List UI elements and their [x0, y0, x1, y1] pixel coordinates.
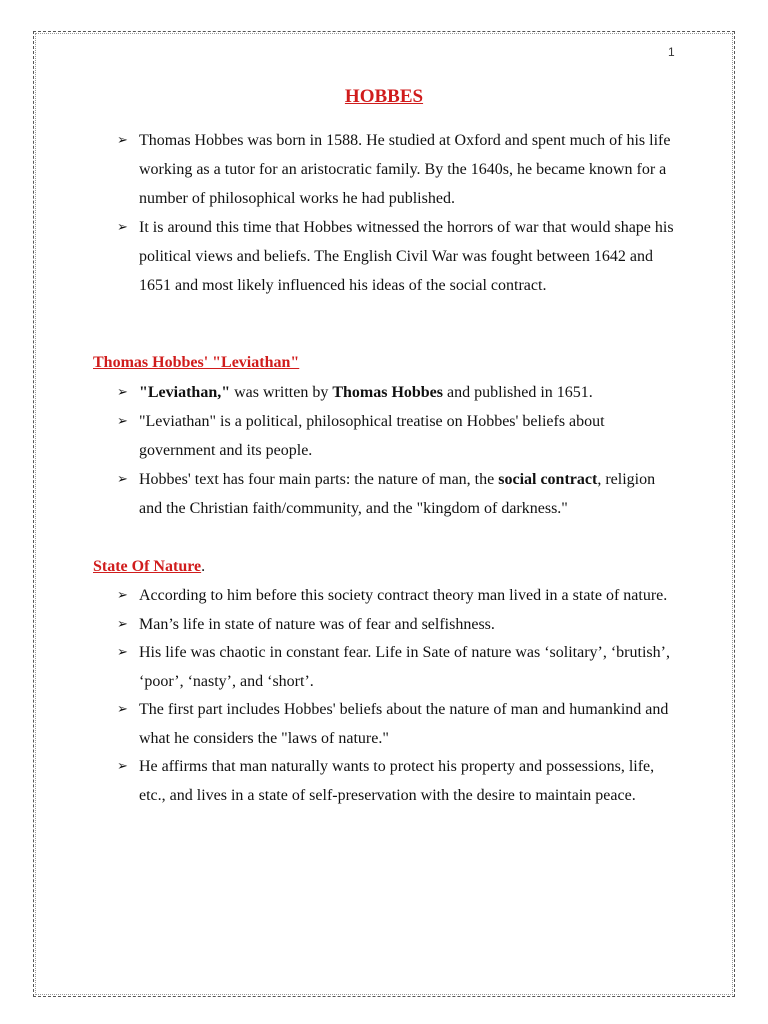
arrow-bullet-icon: ➢ — [117, 588, 128, 603]
list-item: ➢ The first part includes Hobbes' beliefs about the nature of man and humankind and what he considers the "laws of nature." — [117, 696, 677, 753]
list-item: ➢ Man’s life in state of nature was of fear and selfishness. — [117, 611, 677, 640]
list-item: ➢ It is around this time that Hobbes witnessed the horrors of war that would shape his political views and beliefs. The English Civil War was fought between 1642 and 1651 and most likely influenced his ideas of the social contract. — [117, 213, 677, 300]
arrow-bullet-icon: ➢ — [117, 133, 128, 148]
section-heading-state-of-nature: State Of Nature. — [93, 558, 206, 575]
arrow-bullet-icon: ➢ — [117, 645, 128, 660]
page-number: 1 — [668, 45, 675, 59]
arrow-bullet-icon: ➢ — [117, 702, 128, 717]
list-item: ➢ He affirms that man naturally wants to protect his property and possessions, life, etc., and lives in a state of self-preservation with the desire to maintain peace. — [117, 753, 677, 810]
arrow-bullet-icon: ➢ — [117, 414, 128, 429]
document-title: HOBBES — [344, 86, 424, 107]
intro-list — [117, 126, 677, 300]
section-heading-leviathan: Thomas Hobbes' "Leviathan" — [93, 354, 300, 371]
leviathan-list — [117, 378, 677, 523]
list-item: ➢ "Leviathan," was written by Thomas Hobbes and published in 1651. — [117, 378, 677, 407]
list-item: ➢ Hobbes' text has four main parts: the nature of man, the social contract, religion and the Christian faith/community, and the "kingdom of darkness." — [117, 465, 677, 523]
arrow-bullet-icon: ➢ — [117, 472, 128, 487]
list-item: ➢ His life was chaotic in constant fear. Life in Sate of nature was ‘solitary’, ‘brutish’, ‘poor’, ‘nasty’, and ‘short’. — [117, 639, 677, 696]
arrow-bullet-icon: ➢ — [117, 616, 128, 632]
state-of-nature-list — [117, 582, 677, 810]
arrow-bullet-icon: ➢ — [117, 759, 128, 774]
list-item: ➢ According to him before this society contract theory man lived in a state of nature. — [117, 582, 677, 611]
arrow-bullet-icon: ➢ — [117, 385, 128, 400]
arrow-bullet-icon: ➢ — [117, 220, 128, 235]
list-item: ➢ "Leviathan" is a political, philosophical treatise on Hobbes' beliefs about government and its people. — [117, 407, 677, 465]
list-item: ➢ Thomas Hobbes was born in 1588. He studied at Oxford and spent much of his life working as a tutor for an aristocratic family. By the 1640s, he became known for a number of philosophical works he had published. — [117, 126, 677, 213]
